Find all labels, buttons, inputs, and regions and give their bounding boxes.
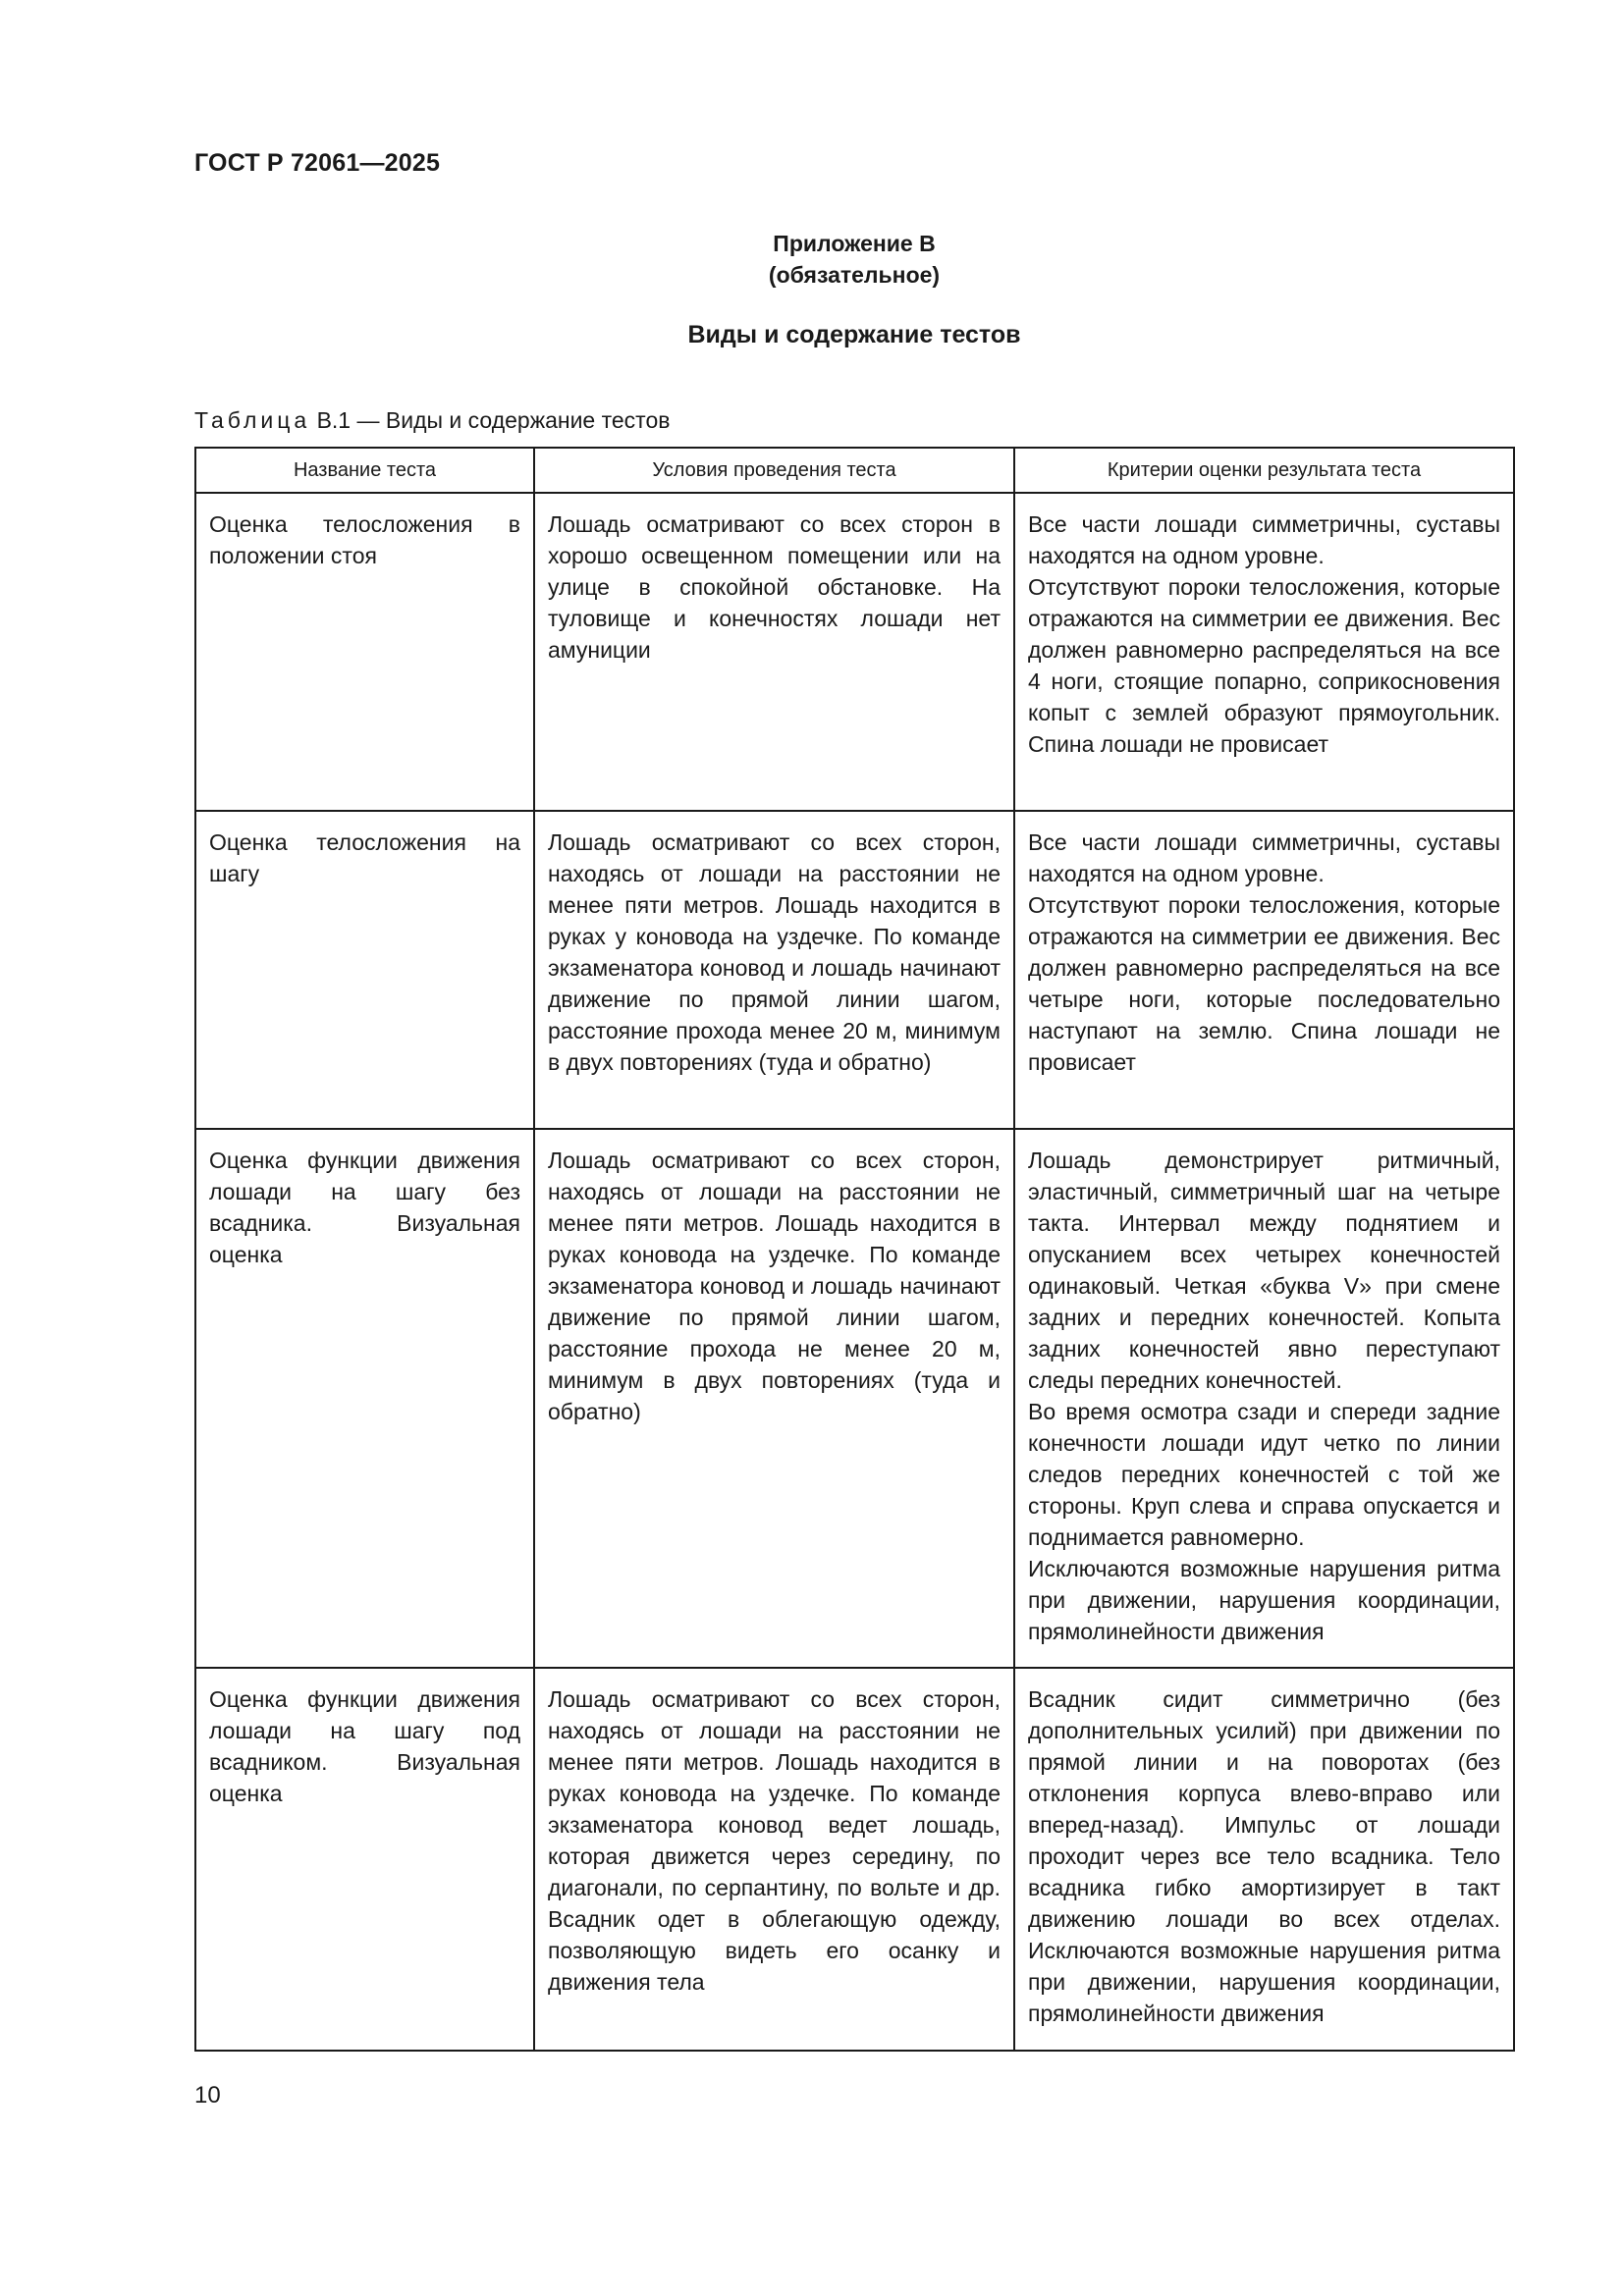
document-code: ГОСТ Р 72061—2025 (194, 149, 441, 177)
table-caption (194, 407, 670, 434)
test-criteria-cell (1014, 1129, 1514, 1668)
criteria-paragraph: Отсутствуют пороки телосложения, которые отражаются на симметрии ее движения. Вес должен равномерно распределяться на все 4 ноги, стоящие попарно, соприкосновения копыт с землей образуют прямоугольник. Спина лошади не провисает (1028, 574, 1500, 757)
table-caption-text: В.1 — Виды и содержание тестов (310, 407, 671, 433)
test-name-cell: Оценка функции движения лошади на шагу без всадника. Визуальная оценка (195, 1129, 534, 1668)
test-name-cell: Оценка телосложения в положении стоя (195, 493, 534, 811)
criteria-paragraph: Во время осмотра сзади и спереди задние конечности лошади идут четко по линии следов передних конечностей с той же стороны. Круп слева и справа опускается и поднимается равномерно. (1028, 1399, 1500, 1550)
criteria-paragraph: Лошадь демонстрирует ритмичный, эластичный, симметричный шаг на четыре такта. Интервал между поднятием и опусканием всех четырех конечностей одинаковый. Четкая «буква V» при смене задних и передних конечностей. Копыта задних конечностей явно переступают следы передних конечностей. (1028, 1148, 1500, 1393)
table-row (195, 1129, 1514, 1668)
column-header-test-name: Название теста (195, 448, 534, 493)
table-header-row (195, 448, 1514, 493)
table-row (195, 811, 1514, 1129)
page-number: 10 (194, 2082, 221, 2109)
criteria-paragraph: Отсутствуют пороки телосложения, которые отражаются на симметрии ее движения. Вес должен равномерно распределяться на все четыре ноги, которые последовательно наступают на землю. Спина лошади не провисает (1028, 892, 1500, 1075)
test-conditions-cell: Лошадь осматривают со всех сторон, находясь от лошади на расстоянии не менее пяти метров. Лошадь находится в руках коновода на уздечке. По команде экзаменатора коновод и лошадь начинают движение по прямой линии шагом, расстояние прохода не менее 20 м, минимум в двух повторениях (туда и обратно) (534, 1129, 1014, 1668)
test-conditions-cell: Лошадь осматривают со всех сторон, находясь от лошади на расстоянии не менее пяти метров. Лошадь находится в руках коновода на уздечке. По команде экзаменатора коновод ведет лошадь, которая движется через середину, по диагонали, по серпантину, по вольте и др. Всадник одет в облегающую одежду, позволяющую видеть его осанку и движения тела (534, 1668, 1014, 2051)
test-conditions-cell: Лошадь осматривают со всех сторон, находясь от лошади на расстоянии не менее пяти метров. Лошадь находится в руках у коновода на уздечке. По команде экзаменатора коновод и лошадь начинают движение по прямой линии шагом, расстояние прохода менее 20 м, минимум в двух повторениях (туда и обратно) (534, 811, 1014, 1129)
test-conditions-cell: Лошадь осматривают со всех сторон в хорошо освещенном помещении или на улице в спокойной обстановке. На туловище и конечностях лошади нет амуниции (534, 493, 1014, 811)
column-header-criteria: Критерии оценки результата теста (1014, 448, 1514, 493)
appendix-status: (обязательное) (768, 262, 941, 288)
appendix-heading (0, 228, 1624, 291)
test-criteria-cell (1014, 1668, 1514, 2051)
tests-table (194, 447, 1515, 2052)
criteria-paragraph: Всадник сидит симметрично (без дополнительных усилий) при движении по прямой линии и на поворотах (без отклонения корпуса влево-вправо или вперед-назад). Импульс от лошади проходит через все тело всадника. Тело всадника гибко амортизирует в такт движению лошади во всех отделах. Исключаются возможные нарушения ритма при движении, нарушения координации, прямолинейности движения (1028, 1686, 1500, 2026)
table-caption-label: Таблица (194, 407, 311, 433)
criteria-paragraph: Все части лошади симметричны, суставы находятся на одном уровне. (1028, 829, 1500, 886)
column-header-conditions: Условия проведения теста (534, 448, 1014, 493)
appendix-title: Приложение В (773, 231, 936, 256)
criteria-paragraph: Исключаются возможные нарушения ритма при движении, нарушения координации, прямолинейности движения (1028, 1556, 1500, 1644)
section-title: Виды и содержание тестов (687, 321, 1021, 348)
table-row (195, 493, 1514, 811)
test-criteria-cell (1014, 493, 1514, 811)
criteria-paragraph: Все части лошади симметричны, суставы находятся на одном уровне. (1028, 511, 1500, 568)
test-name-cell: Оценка функции движения лошади на шагу под всадником. Визуальная оценка (195, 1668, 534, 2051)
test-criteria-cell (1014, 811, 1514, 1129)
test-name-cell: Оценка телосложения на шагу (195, 811, 534, 1129)
table-row (195, 1668, 1514, 2051)
